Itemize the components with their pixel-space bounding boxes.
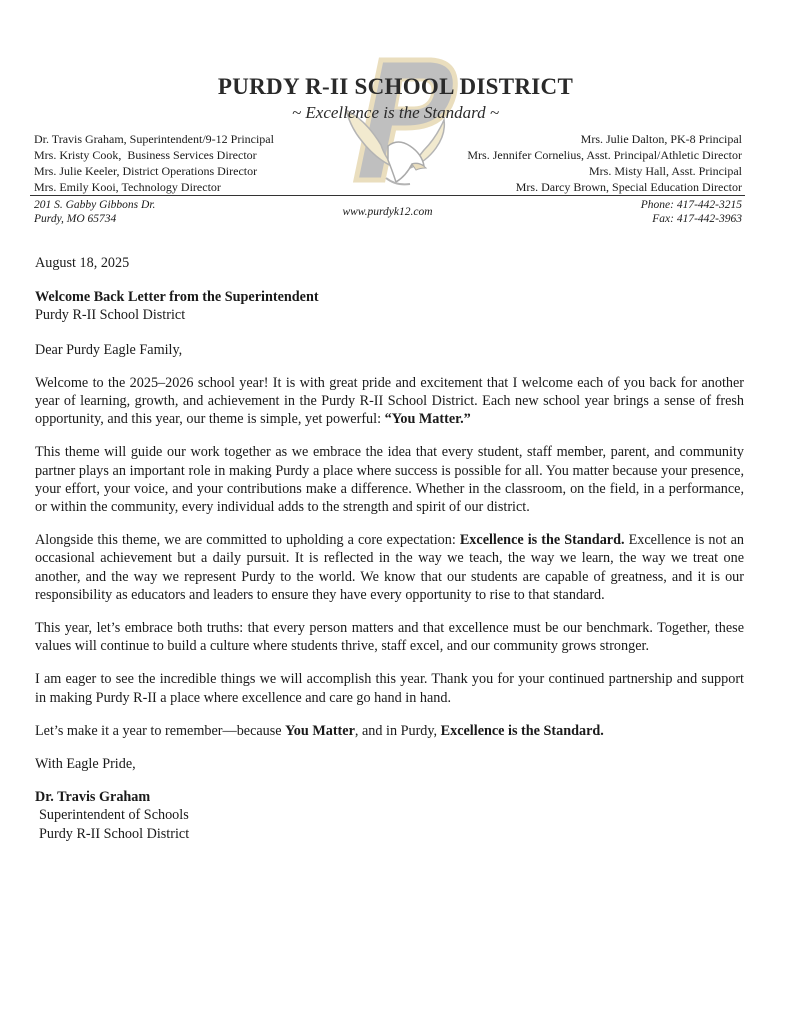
district-motto: ~ Excellence is the Standard ~ <box>291 103 500 122</box>
paragraph-5: I am eager to see the incredible things we will accomplish this year. Thank you for your continued partnership and support in making Purdy R-II a place where excellence and care go hand in hand. <box>35 671 744 706</box>
paragraph-6 <box>35 722 744 740</box>
staff-entry: Mrs. Jennifer Cornelius, Asst. Principal/Athletic Director <box>467 148 742 162</box>
contact-numbers <box>641 198 742 226</box>
staff-entry: Mrs. Kristy Cook, Business Services Director <box>34 148 257 162</box>
phone-number: Phone: 417-442-3215 <box>640 199 742 211</box>
excellence-standard-emphasis: Excellence is the Standard. <box>459 532 625 549</box>
website-link: www.purdyk12.com <box>342 206 433 218</box>
fax-number: Fax: 417-442-3963 <box>652 213 742 225</box>
staff-entry: Mrs. Emily Kooi, Technology Director <box>34 180 221 194</box>
letterhead-divider <box>30 195 745 196</box>
letter-subject-org: Purdy R-II School District <box>35 307 186 324</box>
staff-entry: Mrs. Misty Hall, Asst. Principal <box>588 164 742 178</box>
district-name: PURDY R-II SCHOOL DISTRICT <box>217 74 574 99</box>
letter-closing: With Eagle Pride, <box>35 756 136 773</box>
staff-directory-left <box>34 131 274 195</box>
staff-directory-right <box>467 131 742 195</box>
paragraph-2: This theme will guide our work together as we embrace the idea that every student, staff member, parent, and community partner plays an important role in making Purdy a place where success is possible for all. You matter because your presence, your effort, your voice, and your contributions make a difference. Whether in the classroom, on the field, in a performance, or within the community, every individual adds to the strength and spirit of our district. <box>35 444 744 516</box>
staff-entry: Mrs. Darcy Brown, Special Education Director <box>515 180 742 194</box>
address-street: 201 S. Gabby Gibbons Dr. <box>34 199 156 211</box>
theme-you-matter: “You Matter.” <box>384 411 471 428</box>
staff-entry: Mrs. Julie Keeler, District Operations Director <box>34 164 258 178</box>
paragraph-4: This year, let’s embrace both truths: that every person matters and that excellence must be our benchmark. Together, these values will continue to build a culture where students thrive, staff excel, and our community grows stronger. <box>35 620 744 655</box>
paragraph-3-text-cont: Excellence is not an occasional achievement but a daily pursuit. It is reflected in the way we teach, the way we learn, the way we treat one another, and the way we represent Purdy to the world. We know that our students are capable of greatness, and it is our responsibility as educators and leaders to ensure they have every opportunity to rise to that standard. <box>35 532 744 603</box>
paragraph-1-text: Welcome to the 2025–2026 school year! It is with great pride and excitement that I welcome each of you back for another year of learning, growth, and achievement in the Purdy R-II School District. Each new school year brings a sense of fresh opportunity, and this year, our theme is simple, yet powerful: <box>35 374 744 428</box>
excellence-standard-emphasis: Excellence is the Standard. <box>440 722 604 739</box>
paragraph-3-text: Alongside this theme, we are committed to upholding a core expectation: <box>35 532 460 549</box>
you-matter-emphasis: You Matter <box>285 722 355 739</box>
letterhead <box>0 0 791 235</box>
staff-entry: Dr. Travis Graham, Superintendent/9-12 Principal <box>34 132 274 146</box>
signature-title: Superintendent of Schools <box>39 807 189 824</box>
letter-date: August 18, 2025 <box>35 255 130 271</box>
address-city: Purdy, MO 65734 <box>34 213 117 225</box>
letter-greeting: Dear Purdy Eagle Family, <box>35 341 183 358</box>
signature-name: Dr. Travis Graham <box>35 789 151 806</box>
letter-body <box>35 254 744 843</box>
signature-org: Purdy R-II School District <box>39 825 190 842</box>
letter-subject: Welcome Back Letter from the Superintendent <box>35 289 319 306</box>
paragraph-1 <box>35 374 744 429</box>
paragraph-6-text: Let’s make it a year to remember—because <box>35 722 286 739</box>
staff-entry: Mrs. Julie Dalton, PK-8 Principal <box>580 132 742 146</box>
paragraph-3 <box>35 531 744 604</box>
paragraph-6-text-mid: , and in Purdy, <box>354 722 441 739</box>
